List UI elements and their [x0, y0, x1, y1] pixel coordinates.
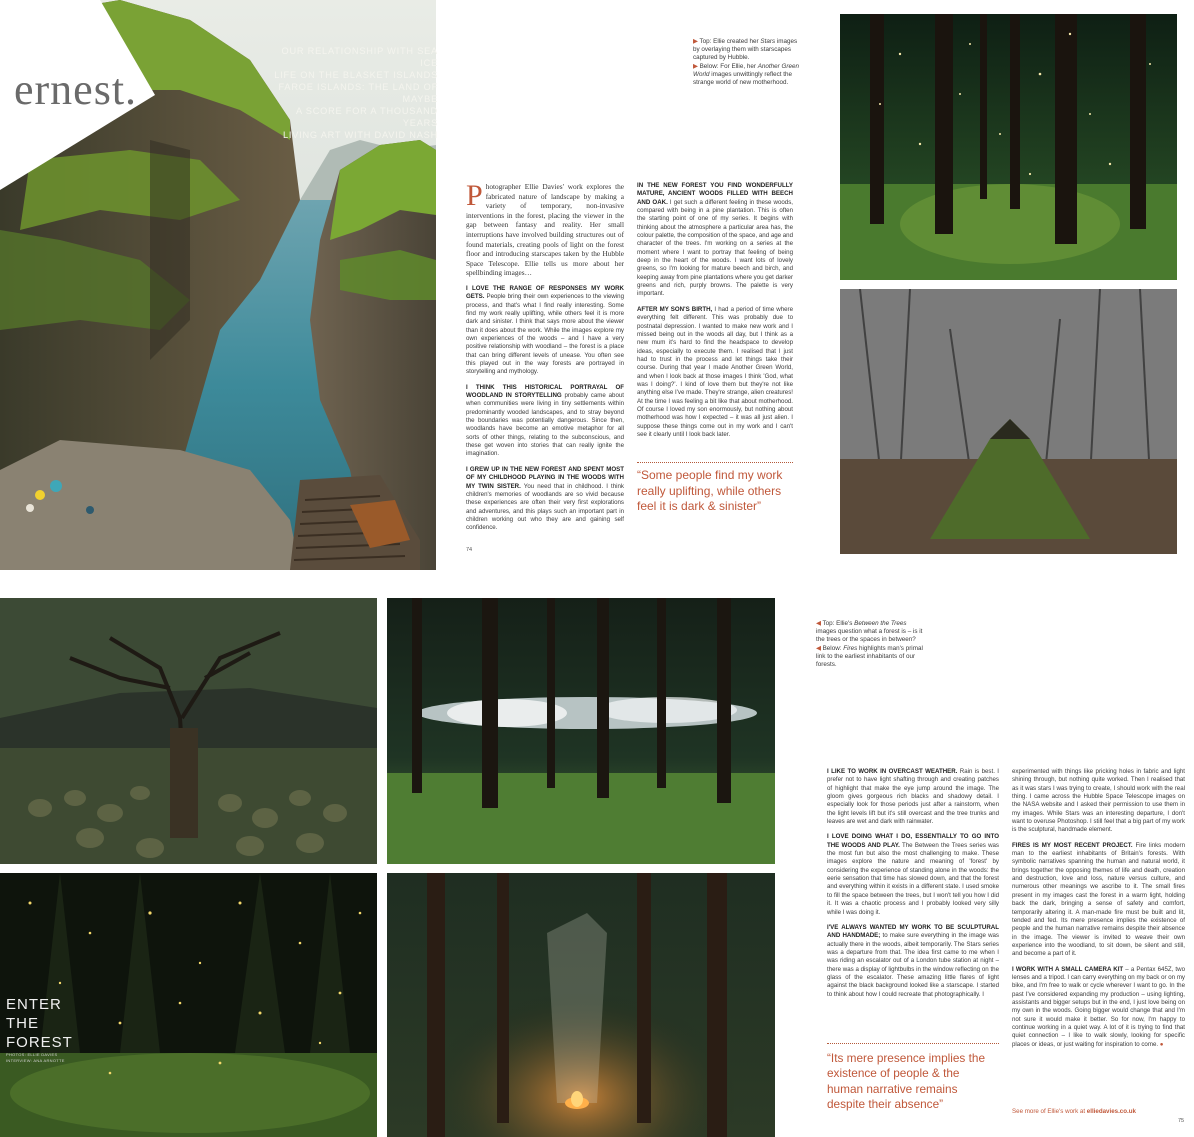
- intro-paragraph: Photographer Ellie Davies' work explores the fabricated nature of landscape by making a variety of temporary, non-invasive interventions in the forest, placing the viewer in the gap between fantasy and reality. Her small interruptions have involved building structures out of found materials, creating pools of light on the forest floor and introducing starscapes taken by the Hubble Space Telescope. Ellie tells us more about her spellbinding images…: [466, 179, 624, 278]
- cover-line: LIFE ON THE BLASKET ISLANDS: [274, 70, 438, 80]
- spread2-column-2: [1012, 768, 1185, 1056]
- caption-top: ◀ Top: Ellie's Between the Trees images question what a forest is – is it the trees or the spaces in between?: [816, 620, 923, 644]
- photo-smoke-trees: [387, 598, 775, 864]
- photo-stars-forest: [840, 14, 1177, 280]
- pullquote: “Its mere presence implies the existence of people & the human narrative remains despite their absence”: [827, 1051, 986, 1111]
- title-line: FOREST: [6, 1034, 73, 1051]
- triangle-left-icon: ◀: [816, 644, 821, 652]
- footer-link-line: See more of Ellie's work at elliedavies.co.uk: [1012, 1108, 1136, 1115]
- paragraph: I LOVE THE RANGE OF RESPONSES MY WORK GETS. People bring their own experiences to the viewing process, and that's what I find really interesting. Some find my work really uplifting, while others feel it is more dark and sinister. I think that says more about the viewer than it does about the work. While the images explore my own experiences of the woods – and I have a very positive relationship with woodland – the forest is a place that can bring different levels of unease. You often see this played out in the way forests are portrayed in storytelling and mythology.: [466, 284, 624, 376]
- end-mark-icon: ●: [1158, 1040, 1164, 1048]
- spread2-column-1: [827, 768, 999, 1006]
- cover-logo: ernest.: [14, 65, 138, 114]
- title-line: ENTER: [6, 996, 62, 1013]
- paragraph: I LIKE TO WORK IN OVERCAST WEATHER. Rain is best. I prefer not to have light shafting through and creating patches of highlight that make the eye jump around the image. The gloom gives gorgeous rich blacks and shadowy detail. I especially look for those periods just after a rainstorm, when the light levels lift but it's still overcast and the tree trunks and leaves are wet and dark with rainwater.: [827, 768, 999, 826]
- triangle-left-icon: ◀: [816, 620, 821, 627]
- paragraph: I'VE ALWAYS WANTED MY WORK TO BE SCULPTURAL AND HANDMADE; to make sure everything in the image was actually there in the woods, albeit temporarily. The Stars series was a departure from that. The idea first came to me when I was riding an escalator out of a London tube station at night – there was a display of lightbulbs in the window reflecting on the glass of the escalator. These amazing little flares of light against the black background looked like a starscape. I started to think about how I could recreate that photographically. I: [827, 923, 999, 998]
- paragraph: I THINK THIS HISTORICAL PORTRAYAL OF WOODLAND IN STORYTELLING probably came about when communities were living in tiny settlements within predominantly wooded landscapes, and to stray beyond the boundaries was potentially dangerous. Since then, woodlands have become an emotive metaphor for all sorts of other things, relating to the subconscious, and these get woven into stories that can really ignite the imagination.: [466, 383, 624, 458]
- paragraph: IN THE NEW FOREST YOU FIND WONDERFULLY MATURE, ANCIENT WOODS FILLED WITH BEECH AND OAK. I get such a different feeling in these woods, compared with being in a pine plantation. This is often the starting point of one of my series. It begins with thinking about the atmosphere a particular area has, the colour palette, the composition of the space, and age and character of the trees. I'm working on a series at the moment where I want to portray that feeling of being deep in the heart of the woods. I want lots of lovely greens, so I'm looking for mature beech and birch, and keeping away from pine plantations where you get darker greens and rich, purply browns. The palette is very important.: [637, 182, 794, 298]
- paragraph: experimented with things like pricking holes in fabric and light shining through, but nothing quite worked. Then I realised that as it was stars I was trying to create, I should work with the real thing. I came across the Hubble Space Telescope images on the NASA website and I asked their permission to use them in my images. While Stars was an interesting departure, I don't want to overuse Photoshop. I still feel that a big part of my work is the sculptural, handmade element.: [1012, 768, 1185, 834]
- title-line: THE: [6, 1015, 39, 1032]
- page-number: 75: [1178, 1118, 1185, 1124]
- website-link[interactable]: elliedavies.co.uk: [1086, 1108, 1136, 1115]
- cover-line: LIVING ART WITH DAVID NASH: [282, 130, 438, 140]
- paragraph: I GREW UP IN THE NEW FOREST AND SPENT MOST OF MY CHILDHOOD PLAYING IN THE WOODS WITH MY TWIN SISTER. You need that in childhood. I think children's memories of woodlands are so vivid because these experiences are often their very first explorations and adventures, and this plays such an important part in children working out who they are and gaining self confidence.: [466, 465, 624, 532]
- paragraph: AFTER MY SON'S BIRTH, I had a period of time where everything felt different. This was probably due to postnatal depression. I wanted to make new work and I missed being out in the woods all day, but I think as a new mum it's hard to find the headspace to develop ideas, especially to execute them. I realised that I just had to trust in the process and let things take their course. During that year I made Another Green World, and when I look back at those images I think 'God, what was I doing?'. I kind of love them but they're not like anything else I've made. They're strange, alien creatures! At the time I was feeling a bit like that about motherhood. Of course I loved my son enormously, but nothing about motherhood was how I expected – it was all just alien. I suppose these things come out in my work and I can't see it clearly until I look back later.: [637, 305, 794, 438]
- spread1-column-1: [466, 179, 624, 540]
- spread1-captions: [693, 38, 805, 87]
- spread1-column-2: [637, 182, 793, 446]
- pullquote-rule: [637, 462, 793, 463]
- dropcap: P: [466, 179, 483, 212]
- photo-fire-forest: [387, 873, 775, 1137]
- paragraph: I WORK WITH A SMALL CAMERA KIT – a Pentax 645Z, two lenses and a tripod. I can carry everything on my back or on my bike, and I'm free to walk or cycle wherever I want to go. In the past I've considered expanding my production – using lighting, assistants and bigger setups but in the end, I just love being on my own in the woods. Going bigger would change that and I'm not sure it would make it better. So for now, I'm happy to continue working in a quiet way. A lot of it is trying to find that quiet connection – I like to walk slowly, looking for specific places or ideas, or just waiting for inspiration to come. ●: [1012, 965, 1185, 1048]
- cover-line: A SCORE FOR A THOUSAND YEARS: [296, 106, 438, 128]
- paragraph: I LOVE DOING WHAT I DO, ESSENTIALLY TO GO INTO THE WOODS AND PLAY. The Between the Trees series was the most fun but also the most challenging to make. These images explore the nature and meaning of 'forest' by considering the experience of standing alone in the woods: the eerie sensation that time has slowed down, and that the forest and everything within it exists in a different state. I used smoke to fill the space between the trees, but I won't tell you how I did it. It was a chaotic process and I probably looked very silly while I was doing it.: [827, 833, 999, 916]
- cover-line: FAROE ISLANDS: THE LAND OF MAYBE: [278, 82, 438, 104]
- spread2-captions: [816, 620, 928, 669]
- pullquote-rule: [827, 1043, 999, 1044]
- paragraph: FIRES IS MY MOST RECENT PROJECT. Fire links modern man to the earliest inhabitants of Britain's forests. With symbolic narratives spanning the human and natural world, it brings together the opposing themes of life and death, creation and destruction, love and loss, nature versus culture, and numerous other meanings we ascribe to it. The small fires present in my images cast the forest in a warm light, holding back the dark, bringing a sense of safety and comfort, temporarily altering it. A man-made fire must be built and lit, tended and fed. Its mere presence implies the existence of people and the human narrative remains despite their absence in the image. The viewer is invited to weave their own experience into the woodland, to sit down, be silent and still, and become a part of it.: [1012, 841, 1185, 958]
- triangle-right-icon: ▶: [693, 62, 698, 70]
- page-number: 74: [466, 547, 473, 553]
- cover-lines: [262, 45, 438, 141]
- photo-oak-stones: [0, 598, 377, 864]
- caption-top: ▶ Top: Ellie created her Stars images by overlaying them with starscapes captured by Hubble.: [693, 38, 798, 62]
- photo-green-mound: [840, 289, 1177, 554]
- caption-below: ◀ Below: Fires highlights man's primal link to the earliest inhabitants of our forests.: [816, 644, 923, 669]
- triangle-right-icon: ▶: [693, 38, 698, 45]
- cover-line: OUR RELATIONSHIP WITH SEA ICE: [281, 46, 438, 68]
- pullquote: “Some people find my work really uplifting, while others feel it is dark & sinister”: [637, 468, 783, 514]
- enter-the-forest-title: [6, 995, 73, 1052]
- photo-credits: PHOTOS: ELLIE DAVIES INTERVIEW: ANA ARNOTTE: [6, 1052, 65, 1063]
- caption-below: ▶ Below: For Ellie, her Another Green World images unwittingly reflect the strange world of new motherhood.: [693, 62, 799, 87]
